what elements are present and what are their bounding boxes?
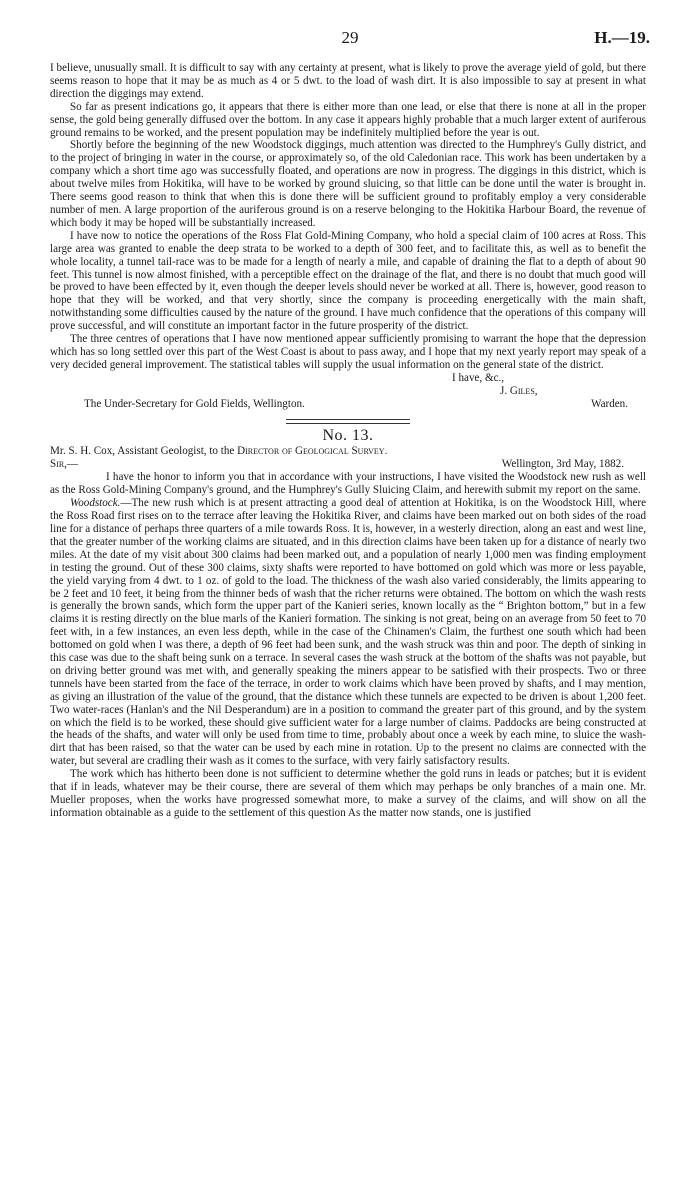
signature-line bbox=[50, 385, 646, 398]
signatory-title: Warden. bbox=[591, 397, 628, 410]
woodstock-label: Woodstock. bbox=[70, 497, 121, 510]
salutation-line bbox=[50, 458, 646, 471]
paper-reference: H.—19. bbox=[594, 28, 650, 47]
paragraph-continuation: I believe, unusually small. It is difficult to say with any certainty at present, what is likely to prove the average yield of gold, but there seems reason to hope that it may be as much as 4 or 5 dwt. to the load of wash dirt. It is also impossible to say at present in what direction the diggings may extend. bbox=[50, 62, 646, 100]
addressee-line bbox=[50, 398, 646, 412]
closing-line bbox=[50, 372, 646, 385]
place-date: Wellington, 3rd May, 1882. bbox=[501, 458, 624, 471]
page-header bbox=[50, 28, 650, 52]
heading-prefix: Mr. S. H. Cox, Assistant Geologist, to the bbox=[50, 445, 235, 458]
paragraph-intro: I have the honor to inform you that in accordance with your instructions, I have visited the Woodstock new rush as well as the Ross Gold-Mining Company's ground, and the Humphrey's Gully Sluicing Claim, and herewith submit my report on the same. bbox=[50, 471, 646, 497]
addressee: The Under-Secretary for Gold Fields, Wellington. bbox=[84, 397, 305, 410]
section-divider bbox=[286, 419, 410, 424]
signature: J. Giles, bbox=[500, 384, 538, 397]
paragraph: So far as present indications go, it appears that there is either more than one lead, or else that there is none at all in the proper sense, the gold being generally diffused over the bottom. In any case it appears highly probable that a much larger extent of auriferous ground remains to be worked, and the present population may be indefinitely multiplied before the year is out. bbox=[50, 100, 646, 139]
paragraph: I have now to notice the operations of the Ross Flat Gold-Mining Company, who hold a special claim of 100 acres at Ross. This large area was granted to enable the deep strata to be worked to a depth of 300 feet, and to facilitate this, as well as to benefit the whole locality, a tunnel tail-race was to be made for a length of nearly a mile, and capable of draining the flat to a depth of about 90 feet. This tunnel is now almost finished, with a perceptible effect on the drainage of the flat, and there is no doubt that much good will be proved to have been effected by it, even though the deeper levels should never be worked at all. There is, however, good reason to hope that they will be worked, and that very shortly, since the company is proceeding energetically with the main shaft, notwithstanding some difficulties caused by the nature of the ground. I have much confidence that the operations of this company will prove successful, and will constitute an important factor in the future prosperity of the district. bbox=[50, 229, 646, 333]
closing: I have, &c., bbox=[452, 371, 505, 384]
section-title: No. 13. bbox=[322, 426, 374, 444]
woodstock-text: —The new rush which is at present attracting a good deal of attention at Hokitika, is on the Woodstock Hill, where the Ross Road first rises on to the terrace after leaving the Hokitika River, and claims have been marked out on both sides of the road line for a distance of perhaps three quarters of a mile towards Ross. It is, however, in a westerly direction, along an east and west line, that the greater number of the working claims are situated, and in this direction claims have been taken up for a distance of nearly two miles. At the date of my visit about 300 claims had been marked out, and a population of nearly 1,000 men was finding employment in testing the ground. Out of these 300 claims, sixty shafts were reported to have bottomed on gold which was more or less payable, the yield varying from 4 dwt. to 1 oz. of gold to the load. The thickness of the wash also varied considerably, the limits appearing to be 2 feet and 10 feet, it being from the thinner beds of wash that the richer returns were obtained. The bottom on which the wash rests is generally the brown sands, which form the upper part of the Kanieri series, known locally as the “ Brighton bottom,” but in a few claims it is resting directly on the blue marls of the Kanieri formation. The sinking is not great, being on an average from 50 feet to 70 feet with, in a few instances, an even less depth, while in the case of the Chinamen's Claim, the furthest one south which had been bottomed on gold when I was there, a depth of 96 feet had been sunk, and the wash struck was thin and poor. The depth of sinking in this case was due to the shaft being sunk on a terrace. In several cases the wash struck at the bottom of the shafts was not payable, but on driving better ground was met with, and generally speaking the miners appear to be satisfied with their prospects. Two or three tunnels have been started from the face of the terrace, in order to work claims which have been proved by shafts, and I may mention, as giving an illustration of the value of the ground, that the distance which these tunnels are expected to be driven is about 1,200 feet. Two water-races (Hanlan's and the Nil Desperandum) are in a position to command the greater part of this ground, and by the system on which the field is to be worked, these should give sufficient water for a large number of claims. Paddocks are being constructed at the heads of the shafts, and water will only be used from time to time, probably about once a week by each mine, to sluice the wash-dirt that has been raised, so that the water can be used by each mine in rotation. Up to the present no claims are connected with the water, but several are cradling their wash as it comes to the surface, with very fairly satisfactory results. bbox=[50, 497, 646, 768]
heading-recipient: Director of Geological Survey. bbox=[237, 445, 388, 458]
paragraph-woodstock bbox=[50, 497, 646, 768]
letter-heading bbox=[50, 445, 646, 458]
document-body bbox=[50, 62, 646, 820]
page-number: 29 bbox=[341, 28, 359, 47]
salutation: Sir,— bbox=[50, 458, 79, 471]
paragraph: The three centres of operations that I have now mentioned appear sufficiently promising to warrant the hope that the depression which has so long settled over this part of the West Coast is about to pass away, and I hope that my next yearly report may speak of a very decided general improvement. The statistical tables will supply the usual information on the general state of the district. bbox=[50, 333, 646, 371]
paragraph-final: The work which has hitherto been done is not sufficient to determine whether the gold runs in leads or patches; but it is evident that if in leads, whatever may be their course, there are several of them which may perhaps be only branches of a main one. Mr. Mueller proposes, when the works have progressed somewhat more, to make a survey of the claims, and will show on all the information obtainable as a guide to the settlement of this question As the matter now stands, one is justified bbox=[50, 768, 646, 819]
paragraph: Shortly before the beginning of the new Woodstock diggings, much attention was directed to the Humphrey's Gully district, and to the project of bringing in water in the course, or approximately so, of the old Caledonian race. This work has been undertaken by a company which a short time ago was successfully floated, and operations are now in progress. The diggings in this district, which is about twelve miles from Hokitika, will have to be worked by ground sluicing, so that little can be done until the water is brought in. There seems good reason to think that when this is done there will be sufficient ground to profitably employ a very considerable number of men. A large proportion of the auriferous ground is on a reserve belonging to the Hokitika Harbour Board, the revenue of which body it may be hoped will be substantially increased. bbox=[50, 139, 646, 229]
